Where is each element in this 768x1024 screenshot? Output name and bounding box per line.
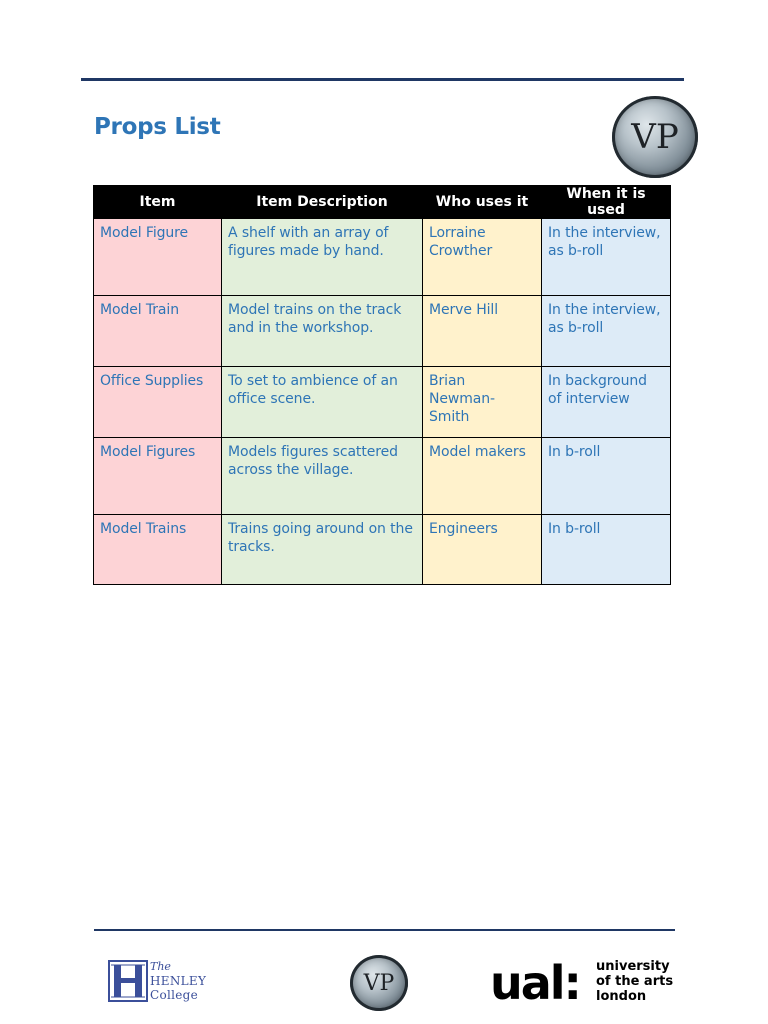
cell-item: Model Figure [94, 219, 222, 296]
ual-logo [490, 955, 680, 1011]
cell-who: Engineers [423, 515, 542, 585]
cell-item: Office Supplies [94, 367, 222, 438]
henley-college-logo [108, 960, 218, 1004]
henley-wordmark [150, 960, 206, 1002]
ual-line-1: university [596, 959, 670, 974]
table-row [94, 515, 671, 585]
cell-who: Merve Hill [423, 296, 542, 367]
henley-the: The [150, 960, 171, 973]
cell-item: Model Train [94, 296, 222, 367]
cell-description: To set to ambience of an office scene. [222, 367, 423, 438]
table-row [94, 438, 671, 515]
ual-wordmark [596, 959, 673, 1004]
vp-logo-text: VP [631, 117, 679, 157]
top-rule [81, 78, 684, 81]
header-when-it-is-used: When it is used [542, 186, 671, 219]
cell-item: Model Trains [94, 515, 222, 585]
ual-line-3: london [596, 989, 647, 1004]
cell-description: Models figures scattered across the village. [222, 438, 423, 515]
table-header-row [94, 186, 671, 219]
cell-when: In b-roll [542, 515, 671, 585]
cell-when: In the interview, as b-roll [542, 296, 671, 367]
vp-logo [612, 96, 698, 178]
cell-when: In background of interview [542, 367, 671, 438]
cell-when: In the interview, as b-roll [542, 219, 671, 296]
cell-who: Lorraine Crowther [423, 219, 542, 296]
ual-mark: ual: [490, 956, 580, 1010]
table-row [94, 296, 671, 367]
bottom-rule [94, 929, 675, 931]
henley-college: College [150, 988, 199, 1002]
cell-who: Model makers [423, 438, 542, 515]
header-who-uses-it: Who uses it [423, 186, 542, 219]
table-row [94, 219, 671, 296]
header-item-description: Item Description [222, 186, 423, 219]
henley-crest-icon [108, 960, 148, 1002]
cell-who: Brian Newman-Smith [423, 367, 542, 438]
cell-when: In b-roll [542, 438, 671, 515]
page-title: Props List [94, 114, 221, 140]
props-table [93, 185, 671, 585]
henley-name: HENLEY [150, 974, 207, 988]
vp-logo-footer [350, 955, 408, 1011]
cell-description: Model trains on the track and in the workshop. [222, 296, 423, 367]
cell-item: Model Figures [94, 438, 222, 515]
cell-description: Trains going around on the tracks. [222, 515, 423, 585]
cell-description: A shelf with an array of figures made by hand. [222, 219, 423, 296]
vp-logo-footer-text: VP [363, 970, 395, 996]
header-item: Item [94, 186, 222, 219]
ual-line-2: of the arts [596, 974, 674, 989]
table-row [94, 367, 671, 438]
